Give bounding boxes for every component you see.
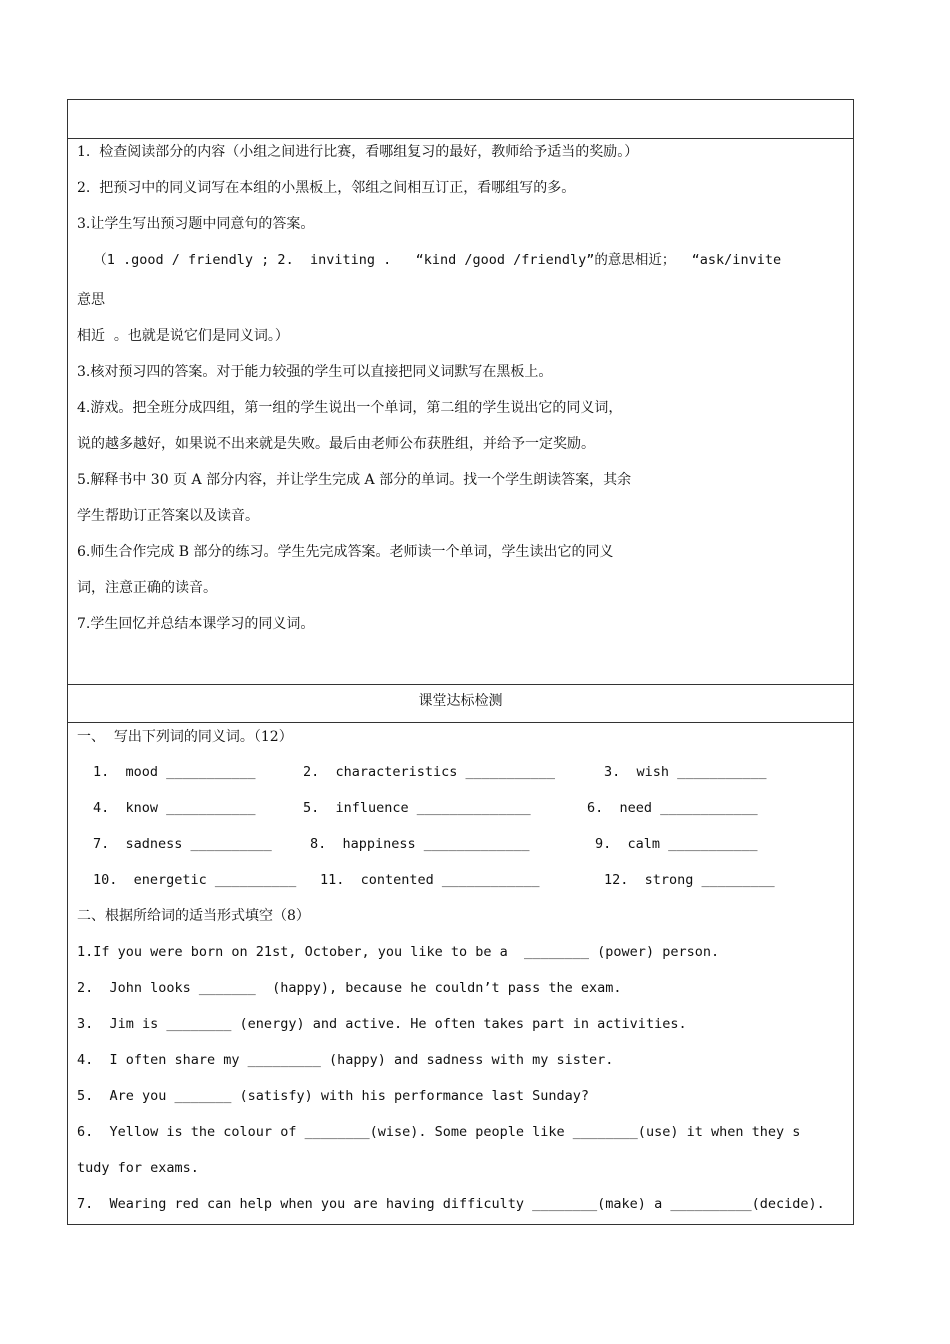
procedure-line: 说的越多越好，如果说不出来就是失败。最后由老师公布获胜组，并给予一定奖励。	[77, 436, 595, 452]
sentence-item: 7. Wearing red can help when you are having difficulty ________(make) a __________(decide).	[77, 1196, 825, 1212]
sentence-item: 4. I often share my _________ (happy) and sadness with my sister.	[77, 1052, 614, 1068]
procedure-line: 3.核对预习四的答案。对于能力较强的学生可以直接把同义词默写在黑板上。	[77, 364, 553, 380]
procedure-line: （1 .good / friendly ; 2. inviting . “kind /good /friendly”的意思相近； “ask/invite	[77, 252, 782, 268]
sentence-item: 1.If you were born on 21st, October, you like to be a ________ (power) person.	[77, 944, 720, 960]
procedure-line: 2. 把预习中的同义词写在本组的小黑板上，邻组之间相互订正，看哪组写的多。	[77, 180, 576, 196]
word-item: 6. need ____________	[587, 800, 758, 816]
word-item: 10. energetic __________	[93, 872, 297, 888]
word-item: 7. sadness __________	[93, 836, 272, 852]
row-divider	[68, 138, 853, 139]
sentence-item: tudy for exams.	[77, 1160, 199, 1176]
word-item: 5. influence ______________	[303, 800, 531, 816]
word-item: 9. calm ___________	[595, 836, 758, 852]
sentence-item: 6. Yellow is the colour of ________(wise). Some people like ________(use) it when they s	[77, 1124, 801, 1140]
word-item: 4. know ___________	[93, 800, 256, 816]
procedure-line: 6.师生合作完成 B 部分的练习。学生先完成答案。老师读一个单词，学生读出它的同义	[77, 544, 614, 560]
procedure-line: 3.让学生写出预习题中同意句的答案。	[77, 216, 315, 232]
word-item: 12. strong _________	[604, 872, 775, 888]
word-item: 8. happiness _____________	[310, 836, 530, 852]
word-item: 1. mood ___________	[93, 764, 256, 780]
procedure-line: 意思	[77, 292, 105, 308]
part1-heading: 一、 写出下列词的同义词。（12）	[77, 729, 293, 745]
procedure-line: 7.学生回忆并总结本课学习的同义词。	[77, 616, 315, 632]
word-item: 3. wish ___________	[604, 764, 767, 780]
sentence-item: 2. John looks _______ (happy), because he couldn’t pass the exam.	[77, 980, 622, 996]
part2-heading: 二、根据所给词的适当形式填空（8）	[77, 908, 310, 924]
row-divider	[68, 684, 853, 685]
sentence-item: 5. Are you _______ (satisfy) with his performance last Sunday?	[77, 1088, 590, 1104]
sentence-item: 3. Jim is ________ (energy) and active. He often takes part in activities.	[77, 1016, 687, 1032]
procedure-line: 学生帮助订正答案以及读音。	[77, 508, 259, 524]
procedure-line: 相近 。也就是说它们是同义词。）	[77, 328, 289, 344]
procedure-line: 1. 检查阅读部分的内容（小组之间进行比赛，看哪组复习的最好，教师给予适当的奖励。）	[77, 144, 639, 160]
procedure-line: 5.解释书中 30 页 A 部分内容，并让学生完成 A 部分的单词。找一个学生朗读答案，其余	[77, 472, 632, 488]
procedure-line: 4.游戏。把全班分成四组，第一组的学生说出一个单词，第二组的学生说出它的同义词，	[77, 400, 623, 416]
test-title: 课堂达标检测	[418, 693, 503, 709]
word-item: 11. contented ____________	[320, 872, 540, 888]
procedure-line: 词，注意正确的读音。	[77, 580, 217, 596]
lesson-table	[67, 99, 854, 1225]
word-item: 2. characteristics ___________	[303, 764, 555, 780]
row-divider	[68, 722, 853, 723]
